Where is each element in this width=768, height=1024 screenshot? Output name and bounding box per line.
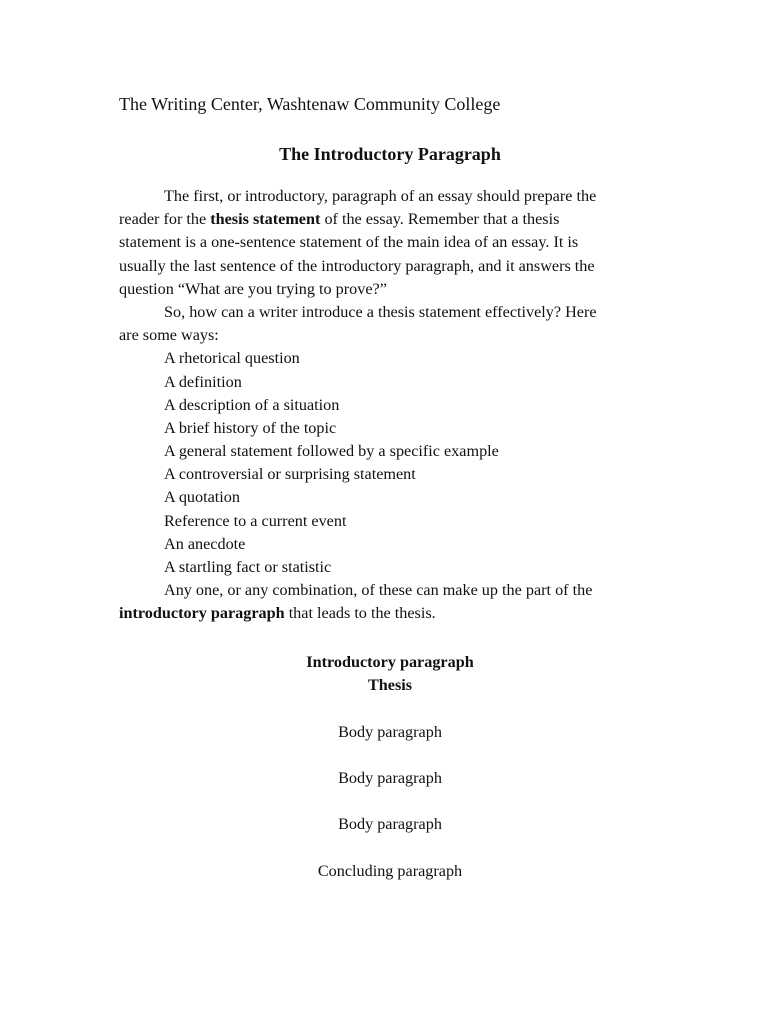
bold-term-thesis-statement: thesis statement [210, 210, 321, 229]
outline-conclusion: Concluding paragraph [317, 861, 463, 880]
spacer [0, 697, 768, 720]
paragraph-3-line-1: Any one, or any combination, of these can make up the part of the [164, 581, 593, 600]
list-item: A startling fact or statistic [164, 558, 332, 576]
list-item: A description of a situation [164, 395, 340, 414]
outline-body-3: Body paragraph [338, 815, 442, 834]
text-run: reader for the [119, 210, 211, 229]
paragraph-1-line-5: question “What are you trying to prove?” [119, 279, 387, 298]
ways-list [119, 347, 649, 579]
paragraph-2-line-2: are some ways: [119, 326, 219, 345]
page-title: The Introductory Paragraph [279, 144, 501, 164]
text-run: of the essay. Remember that a thesis [320, 210, 560, 229]
paragraph-2-line-1: So, how can a writer introduce a thesis statement effectively? Here [164, 302, 597, 321]
list-item: A general statement followed by a specific example [164, 442, 499, 461]
body-text [119, 185, 649, 626]
spacer [0, 744, 768, 767]
paragraph-1-line-3: statement is a one-sentence statement of the main idea of an essay. It is [119, 233, 579, 252]
paragraph-3-line-2 [119, 602, 649, 625]
paragraph-1-line-2 [119, 208, 649, 231]
spacer [0, 790, 768, 813]
list-item: An anecdote [164, 534, 246, 553]
paragraph-1-line-4: usually the last sentence of the introductory paragraph, and it answers the [119, 256, 595, 275]
list-item: A rhetorical question [164, 349, 300, 368]
bold-term-introductory-paragraph: introductory paragraph [119, 604, 285, 623]
outline-body-1: Body paragraph [338, 722, 442, 741]
list-item: A definition [164, 372, 242, 391]
institution-header: The Writing Center, Washtenaw Community College [119, 94, 501, 114]
outline-body-2: Body paragraph [338, 768, 442, 787]
spacer [0, 837, 768, 860]
outline-intro: Introductory paragraph [306, 653, 474, 671]
list-item: A brief history of the topic [164, 418, 337, 437]
list-item: Reference to a current event [164, 511, 347, 530]
outline-thesis: Thesis [367, 676, 413, 695]
essay-structure-outline [0, 651, 768, 883]
paragraph-1-line-1: The first, or introductory, paragraph of an essay should prepare the [164, 187, 597, 205]
list-item: A controversial or surprising statement [164, 465, 416, 484]
text-run: that leads to the thesis. [284, 604, 436, 623]
list-item: A quotation [164, 488, 240, 507]
